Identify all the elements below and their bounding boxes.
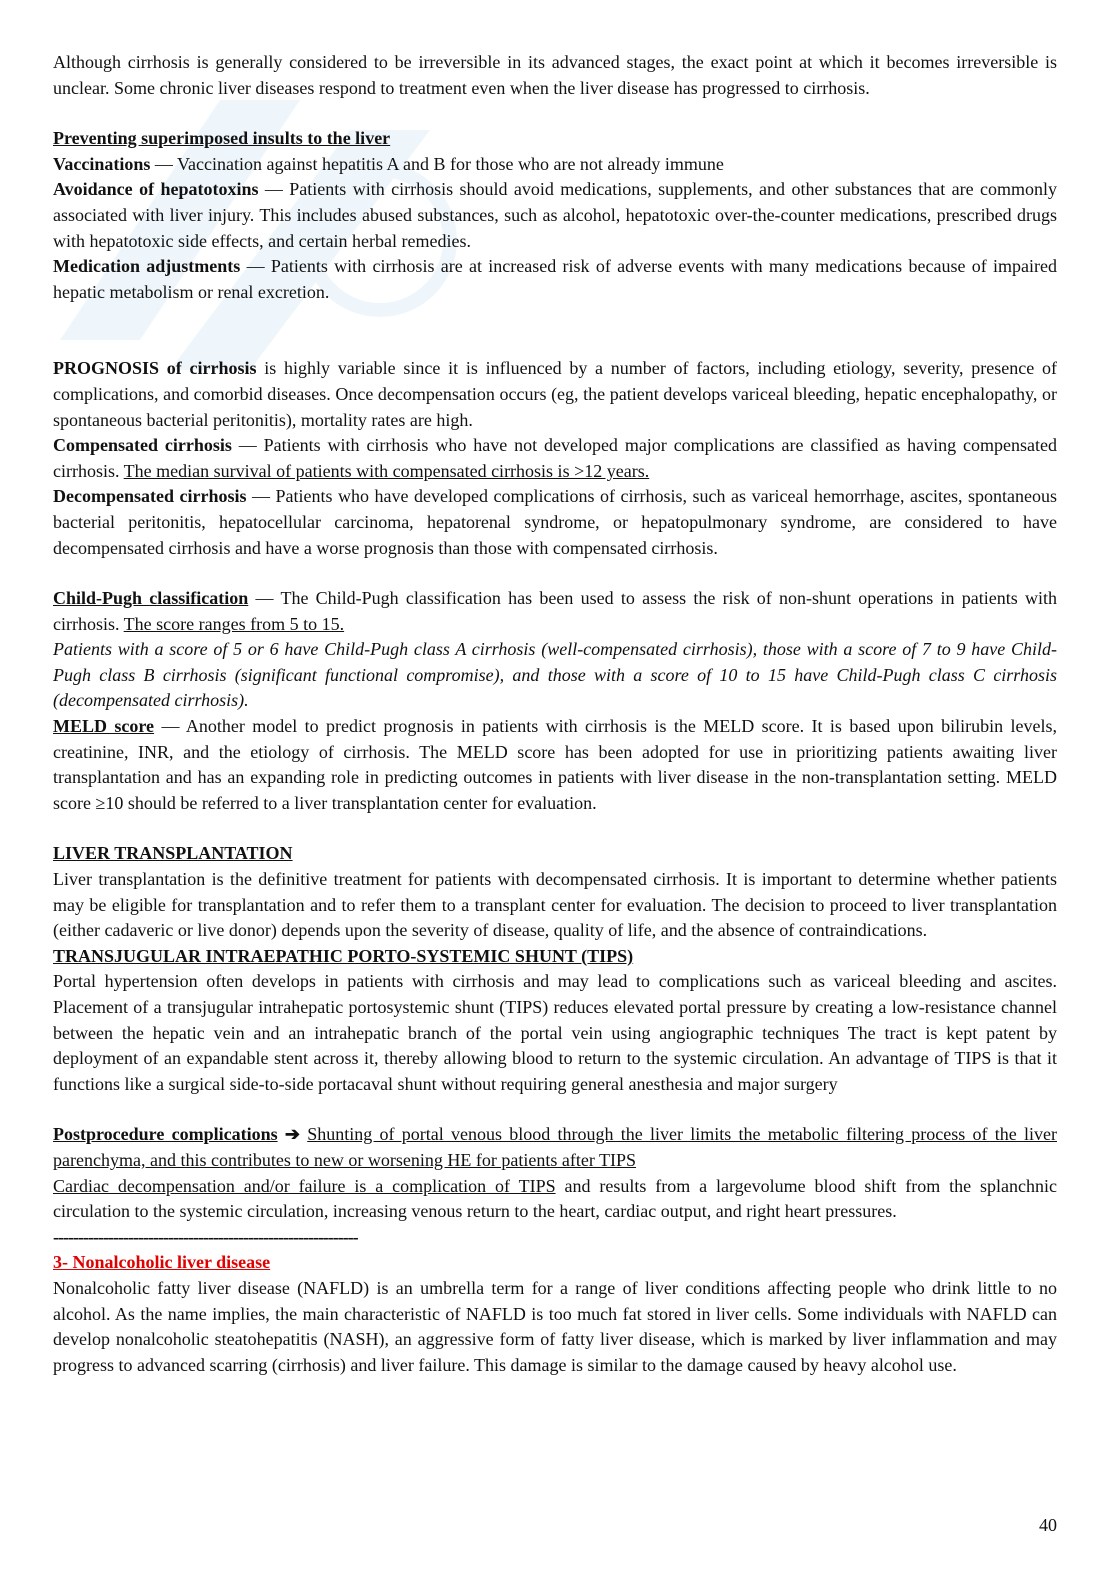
prognosis-term: PROGNOSIS of cirrhosis [53, 358, 257, 379]
transplant-heading: LIVER TRANSPLANTATION [53, 843, 293, 864]
decompensated-text: — Patients who have developed complications of cirrhosis, such as variceal hemorrhage, ascites, spontaneous bacterial peritonitis, hepatocellular carcinoma, hepatorenal syndrome, or hepatopulmonary syndrome, are considered to have decompensated cirrhosis and have a worse prognosis than those with compensated cirrhosis. [53, 486, 1057, 558]
cardiac-text: and results from a largevolume blood shift from the splanchnic circulation to the systemic circulation, increasing venous return to the heart, cardiac output, and right heart pressures. [53, 1175, 1057, 1222]
postprocedure-paragraph [53, 1122, 1057, 1173]
compensated-text: — Patients with cirrhosis who have not developed major complications are classified as having compensated cirrhosis. [53, 435, 1057, 481]
childpugh-range: The score ranges from 5 to 15. [123, 613, 345, 634]
nafld-paragraph: Nonalcoholic fatty liver disease (NAFLD) is an umbrella term for a range of liver conditions affecting people who drink little to no alcohol. As the name implies, the main characteristic of NAFLD is too much fat stored in liver cells. Some individuals with NAFLD can develop nonalcoholic steatohepatitis (NASH), an aggressive form of fatty liver disease, which is marked by liver inflammation and may progress to advanced scarring (cirrhosis) and liver failure. This damage is similar to the damage caused by heavy alcohol use. [53, 1277, 1057, 1375]
meld-term: MELD score [53, 716, 155, 737]
page-number: 40 [1039, 1515, 1057, 1535]
hepatotoxins-paragraph [53, 177, 1057, 254]
compensated-paragraph [53, 433, 1057, 484]
childpugh-term: Child-Pugh classification [53, 588, 249, 609]
decompensated-paragraph [53, 484, 1057, 561]
nafld-heading: 3- Nonalcoholic liver disease [53, 1252, 271, 1273]
medication-paragraph [53, 254, 1057, 305]
superimposed-heading: Preventing superimposed insults to the liver [53, 128, 391, 149]
vaccinations-paragraph [53, 152, 1057, 178]
compensated-survival: The median survival of patients with compensated cirrhosis is >12 years. [123, 460, 650, 481]
childpugh-text: — The Child-Pugh classification has been used to assess the risk of non-shunt operations in patients with cirrhosis. [53, 588, 1057, 634]
postprocedure-he: Shunting of portal venous blood through the liver limits the metabolic filtering process of the liver parenchyma, and this contributes to new or worsening HE for patients after TIPS [53, 1124, 1057, 1170]
hepatotoxins-text: — Patients with cirrhosis should avoid medications, supplements, and other substances that are commonly associated with liver injury. This includes abused substances, such as alcohol, hepatotoxic over-the-counter medications, prescribed drugs with hepatotoxic side effects, and certain herbal remedies. [53, 179, 1057, 251]
meld-text: — Another model to predict prognosis in patients with cirrhosis is the MELD score. It is based upon bilirubin levels, creatinine, INR, and the etiology of cirrhosis. The MELD score has been adopted for use in prioritizing patients awaiting liver transplantation and has an expanding role in predicting outcomes in patients with liver disease in the non-transplantation setting. MELD score ≥10 should be referred to a liver transplantation center for evaluation. [53, 716, 1058, 813]
medication-term: Medication adjustments [53, 256, 241, 277]
medication-text: — Patients with cirrhosis are at increased risk of adverse events with many medications because of impaired hepatic metabolism or renal excretion. [53, 256, 1057, 302]
intro-paragraph: Although cirrhosis is generally considered to be irreversible in its advanced stages, the exact point at which it becomes irreversible is unclear. Some chronic liver diseases respond to treatment even when the liver disease has progressed to cirrhosis. [53, 52, 1057, 98]
childpugh-classes: Patients with a score of 5 or 6 have Child-Pugh class A cirrhosis (well-compensated cirrhosis), those with a score of 7 to 9 have Child-Pugh class B cirrhosis (significant functional compromise), and those with a score of 10 to 15 have Child-Pugh class C cirrhosis (decompensated cirrhosis). [53, 639, 1057, 711]
tips-paragraph: Portal hypertension often develops in patients with cirrhosis and may lead to complications such as variceal bleeding and ascites. Placement of a transjugular intrahepatic portosystemic shunt (TIPS) reduces elevated portal pressure by creating a low-resistance channel between the hepatic vein and an intrahepatic branch of the portal vein using angiographic techniques The tract is kept patent by deployment of an expandable stent across it, thereby allowing blood to return to the systemic circulation. An advantage of TIPS is that it functions like a surgical side-to-side portacaval shunt without requiring general anesthesia and major surgery [53, 971, 1057, 1094]
tips-heading: TRANSJUGULAR INTRAEPATHIC PORTO-SYSTEMIC SHUNT (TIPS) [53, 945, 634, 966]
document-page [53, 50, 1057, 1378]
hepatotoxins-term: Avoidance of hepatotoxins [53, 179, 259, 200]
section-divider: ------------------------------------------------------------- [53, 1226, 358, 1247]
arrow-icon: ➔ [277, 1124, 308, 1145]
decompensated-term: Decompensated cirrhosis [53, 486, 247, 507]
vaccinations-term: Vaccinations [53, 153, 151, 174]
postprocedure-term: Postprocedure complications [53, 1124, 278, 1145]
cardiac-term: Cardiac decompensation and/or failure is a complication of TIPS [53, 1175, 556, 1196]
cardiac-paragraph [53, 1174, 1057, 1225]
childpugh-paragraph [53, 586, 1057, 637]
meld-paragraph [53, 714, 1057, 816]
compensated-term: Compensated cirrhosis [53, 435, 232, 456]
vaccinations-text: — Vaccination against hepatitis A and B for those who are not already immune [150, 153, 724, 174]
prognosis-text: is highly variable since it is influenced by a number of factors, including etiology, severity, presence of complications, and comorbid diseases. Once decompensation occurs (eg, the patient develops variceal bleeding, hepatic encephalopathy, or spontaneous bacterial peritonitis), mortality rates are high. [53, 358, 1057, 430]
prognosis-paragraph [53, 356, 1057, 433]
transplant-paragraph: Liver transplantation is the definitive treatment for patients with decompensated cirrhosis. It is important to determine whether patients may be eligible for transplantation and to refer them to a transplant center for evaluation. The decision to proceed to liver transplantation (either cadaveric or live donor) depends upon the severity of disease, quality of life, and the absence of contraindications. [53, 869, 1057, 941]
